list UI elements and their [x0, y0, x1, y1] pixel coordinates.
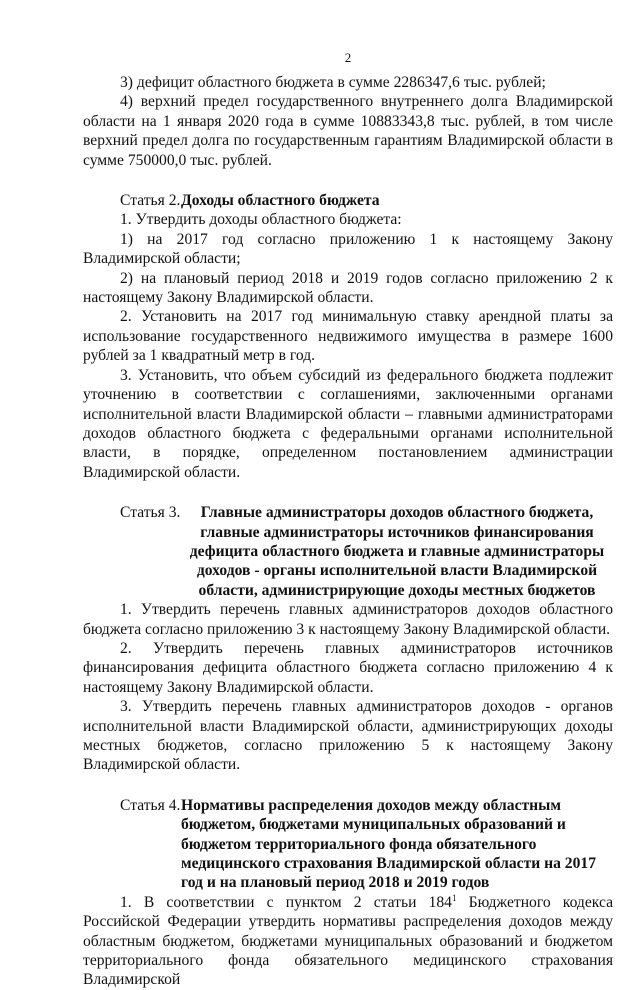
article-3-p3: 3. Утвердить перечень главных администраторов доходов - органов исполнительной власти Владимирской области, администрирующих доходы местных бюджетов, согласно приложению 5 к настоящему Закону Владимирской области.: [83, 698, 613, 774]
article-4-p1-end: Бюджетного кодекса Российской Федерации утвердить нормативы распределения доходов между областным бюджетом, бюджетами муниципальных образований и бюджетом территориального фонда обязательного медицинского страхования Владимирской: [83, 893, 614, 989]
intro-item-3: 3) дефицит областного бюджета в сумме 2286347,6 тыс. рублей;: [120, 74, 546, 91]
article-2: [83, 191, 613, 210]
article-4: [83, 796, 613, 893]
article-2-label: Статья 2.: [120, 192, 181, 210]
article-4-label: Статья 4.: [120, 796, 181, 814]
document-body: [83, 73, 613, 990]
article-4-title: Нормативы распределения доходов между областным бюджетом, бюджетами муниципальных образований и бюджетом территориального фонда обязательного медицинского страхования Владимирской области на 2017 год и на плановый период 2018 и 2019 годов: [181, 796, 596, 892]
article-2-p1: 1. Утвердить доходы областного бюджета:: [120, 211, 402, 229]
article-2-p1a: 1) на 2017 год согласно приложению 1 к настоящему Закону Владимирской области;: [83, 230, 613, 268]
article-3-p2: 2. Утвердить перечень главных администраторов источников финансирования дефицита областного бюджета согласно приложению 4 к настоящему Закону Владимирской области.: [83, 639, 613, 696]
article-4-p1-start: 1. В соответствии с пунктом 2 статьи 184: [120, 893, 452, 911]
article-3: [83, 503, 613, 600]
article-3-title: Главные администраторы доходов областного бюджета, главные администраторы источников финансирования дефицита областного бюджета и главные администраторы доходов - органы исполнительной власти Владимирской области, администрирующие доходы местных бюджетов: [189, 504, 605, 599]
intro-item-4: 4) верхний предел государственного внутреннего долга Владимирской области на 1 января 2020 года в сумме 10883343,8 тыс. рублей, в том числе верхний предел долга по государственным гарантиям Владимирской области в сумме 750000,0 тыс. рублей.: [83, 93, 613, 169]
article-2-title: Доходы областного бюджета: [181, 192, 380, 210]
article-2-p2: 2. Установить на 2017 год минимальную ставку арендной платы за использование государственного недвижимого имущества в размере 1600 рублей за 1 квадратный метр в год.: [83, 308, 613, 365]
article-3-p1: 1. Утвердить перечень главных администраторов доходов областного бюджета согласно приложению 3 к настоящему Закону Владимирской области.: [83, 601, 613, 638]
article-2-p1b: 2) на плановый период 2018 и 2019 годов согласно приложению 2 к настоящему Закону Владимирской области.: [83, 269, 613, 307]
article-4-p1: [83, 893, 613, 990]
article-2-p3: 3. Установить, что объем субсидий из федерального бюджета подлежит уточнению в соответствии с соглашениями, заключенными органами исполнительной власти Владимирской области – главными администраторами доходов областного бюджета с федеральными органами исполнительной власти, в порядке, определенном постановлением администрации Владимирской области.: [83, 366, 613, 481]
article-3-label: Статья 3.: [120, 504, 181, 522]
page-number: 2: [344, 50, 352, 65]
article-4-p1-superscript: 1: [451, 892, 457, 903]
